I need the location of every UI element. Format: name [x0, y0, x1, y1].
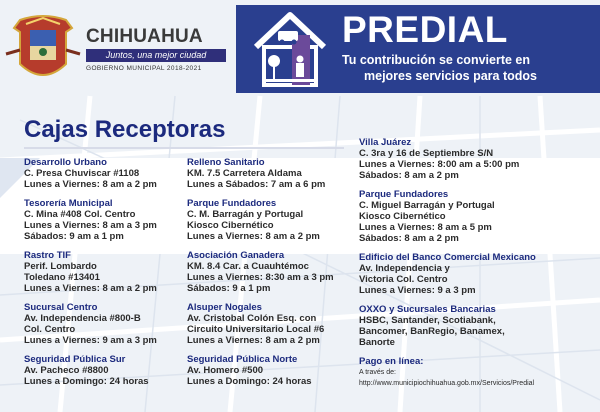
location-detail: Bancomer, BanRegio, Banamex,: [359, 326, 505, 337]
location-detail: Perif. Lombardo: [24, 261, 97, 272]
location-entry: [24, 198, 184, 242]
location-entry: [24, 354, 184, 387]
location-name: Sucursal Centro: [24, 302, 98, 313]
location-detail: Lunes a Viernes: 8 am a 2 pm: [187, 335, 320, 346]
city-slogan: Juntos, una mejor ciudad: [86, 49, 226, 62]
column-3: [359, 137, 595, 397]
location-name: Rastro TIF: [24, 250, 71, 261]
location-entry: [359, 356, 595, 389]
location-name: Tesorería Municipal: [24, 198, 113, 209]
location-entry: [359, 189, 595, 244]
location-detail: Victoria Col. Centro: [359, 274, 448, 285]
location-entry: [24, 157, 184, 190]
location-name: Pago en línea:: [359, 356, 424, 367]
location-detail: Av. Independencia y: [359, 263, 450, 274]
location-detail: C. Presa Chuviscar #1108: [24, 168, 140, 179]
location-detail: Toledano #13401: [24, 272, 100, 283]
title-divider: [24, 147, 344, 149]
location-detail: Lunes a Viernes: 9 am a 3 pm: [24, 335, 157, 346]
location-name: Villa Juárez: [359, 137, 412, 148]
location-detail: Sábados: 9 a 1 pm: [187, 283, 271, 294]
location-entry: [359, 137, 595, 181]
government-period: GOBIERNO MUNICIPAL 2018-2021: [86, 65, 202, 72]
location-detail: Lunes a Viernes: 8:30 am a 3 pm: [187, 272, 334, 283]
location-name: Alsuper Nogales: [187, 302, 262, 313]
payment-link[interactable]: http://www.municipiochihuahua.gob.mx/Servicios/Predial: [359, 380, 535, 387]
location-detail: Kiosco Cibernético: [187, 220, 274, 231]
location-detail: A través de:: [359, 369, 396, 376]
banner-tagline-1: Tu contribución se convierte en: [342, 53, 530, 67]
location-detail: Sábados: 8 am a 2 pm: [359, 233, 459, 244]
location-detail: Lunes a Viernes: 9 a 3 pm: [359, 285, 476, 296]
location-detail: Lunes a Viernes: 8 am a 5 pm: [359, 222, 492, 233]
predial-banner: [236, 5, 600, 93]
location-name: OXXO y Sucursales Bancarias: [359, 304, 496, 315]
location-detail: KM. 7.5 Carretera Aldama: [187, 168, 302, 179]
location-detail: C. Mina #408 Col. Centro: [24, 209, 136, 220]
location-detail: Av. Independencia #800-B: [24, 313, 141, 324]
location-detail: KM. 8.4 Car. a Cuauhtémoc: [187, 261, 309, 272]
location-detail: HSBC, Santander, Scotiabank,: [359, 315, 496, 326]
location-detail: Av. Cristobal Colón Esq. con: [187, 313, 317, 324]
location-name: Parque Fundadores: [359, 189, 449, 200]
location-name: Relleno Sanitario: [187, 157, 265, 168]
location-detail: Lunes a Viernes: 8:00 am a 5:00 pm: [359, 159, 520, 170]
location-detail: Av. Homero #500: [187, 365, 264, 376]
location-detail: Lunes a Sábados: 7 am a 6 pm: [187, 179, 326, 190]
header: [0, 0, 600, 96]
location-detail: Col. Centro: [24, 324, 76, 335]
location-entry: [187, 157, 357, 190]
banner-title: PREDIAL: [342, 9, 508, 50]
location-name: Seguridad Pública Sur: [24, 354, 126, 365]
location-name: Edificio del Banco Comercial Mexicano: [359, 252, 536, 263]
city-name: CHIHUAHUA: [86, 26, 203, 47]
location-detail: Kiosco Cibernético: [359, 211, 446, 222]
location-entry: [24, 250, 184, 294]
house-truck-family-icon: [248, 9, 332, 89]
location-entry: [359, 252, 595, 296]
section-title: Cajas Receptoras: [24, 116, 226, 143]
location-detail: Banorte: [359, 337, 395, 348]
location-detail: C. M. Barragán y Portugal: [187, 209, 304, 220]
location-entry: [187, 198, 357, 242]
column-2: [187, 157, 357, 395]
location-detail: Lunes a Viernes: 8 am a 2 pm: [24, 283, 157, 294]
location-detail: Lunes a Viernes: 8 am a 2 pm: [187, 231, 320, 242]
municipal-logo: [2, 8, 232, 94]
location-detail: Av. Pacheco #8800: [24, 365, 109, 376]
location-entry: [187, 250, 357, 294]
location-detail: Sábados: 9 am a 1 pm: [24, 231, 124, 242]
location-detail: Lunes a Viernes: 8 am a 3 pm: [24, 220, 157, 231]
location-detail: Circuito Universitario Local #6: [187, 324, 325, 335]
location-detail: Lunes a Domingo: 24 horas: [24, 376, 149, 387]
location-detail: C. 3ra y 16 de Septiembre S/N: [359, 148, 494, 159]
location-detail: Lunes a Viernes: 8 am a 2 pm: [24, 179, 157, 190]
column-1: [24, 157, 184, 395]
location-name: Asociación Ganadera: [187, 250, 285, 261]
banner-tagline-2: mejores servicios para todos: [364, 69, 537, 83]
location-entry: [187, 354, 357, 387]
location-detail: Lunes a Domingo: 24 horas: [187, 376, 312, 387]
location-detail: Sábados: 8 am a 2 pm: [359, 170, 459, 181]
location-entry: [187, 302, 357, 346]
location-name: Seguridad Pública Norte: [187, 354, 298, 365]
location-name: Desarrollo Urbano: [24, 157, 107, 168]
location-detail: C. Miguel Barragán y Portugal: [359, 200, 495, 211]
location-name: Parque Fundadores: [187, 198, 277, 209]
location-entry: [359, 304, 595, 348]
municipal-shield-logo: [2, 14, 84, 86]
location-entry: [24, 302, 184, 346]
